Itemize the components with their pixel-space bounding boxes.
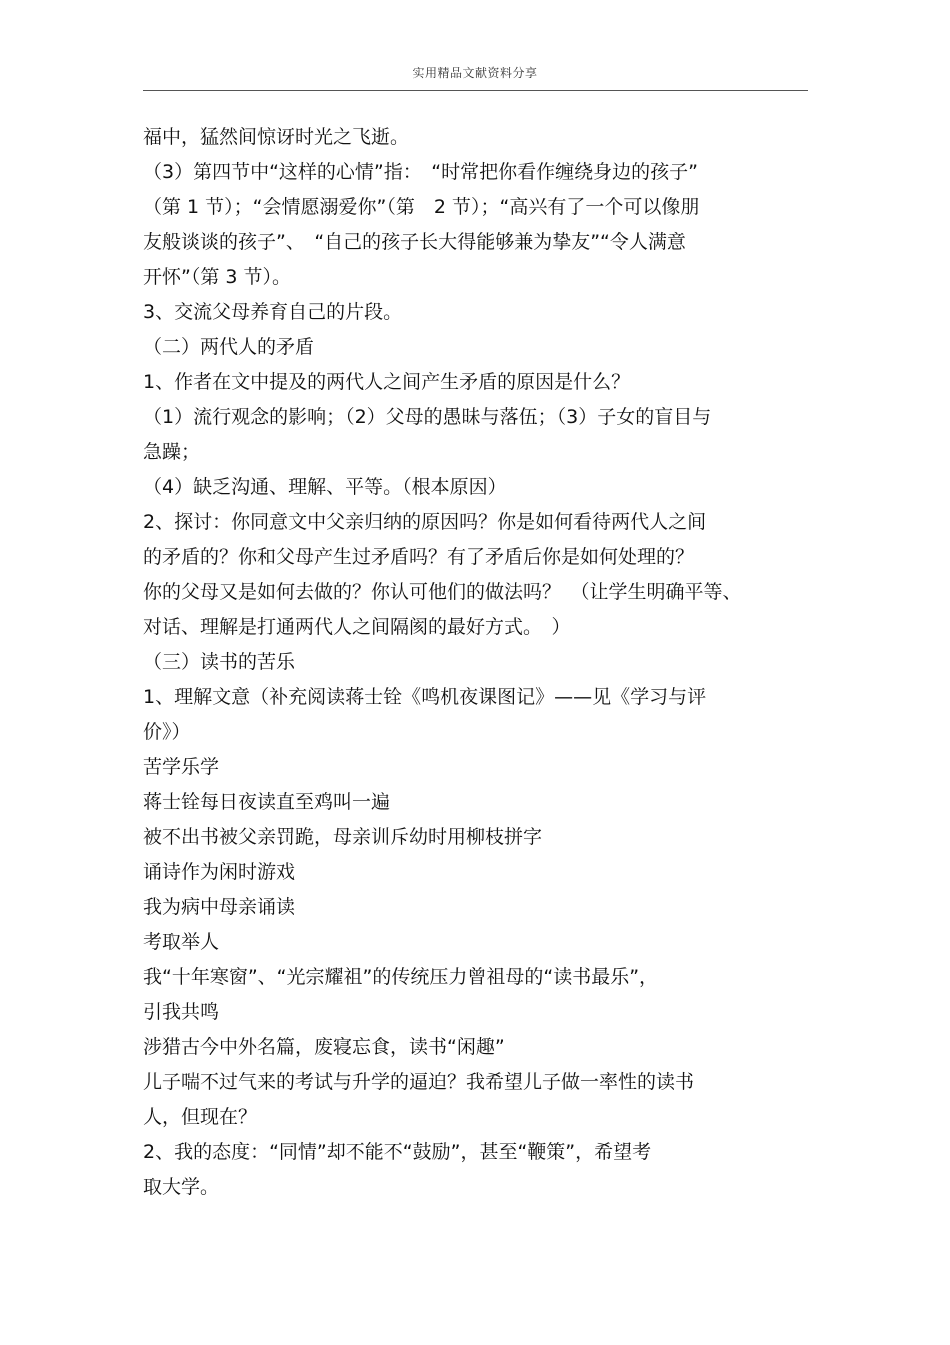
text-line: 考取举人 bbox=[143, 931, 220, 953]
text-line: 我为病中母亲诵读 bbox=[143, 896, 296, 918]
document-body bbox=[143, 120, 823, 1205]
section-heading: （二）两代人的矛盾 bbox=[143, 336, 315, 358]
text-line: 儿子喘不过气来的考试与升学的逼迫？我希望儿子做一率性的读书 bbox=[143, 1071, 695, 1093]
text-line: 福中，猛然间惊讶时光之飞逝。 bbox=[143, 126, 410, 148]
text-line: 的矛盾的？你和父母产生过矛盾吗？有了矛盾后你是如何处理的？ bbox=[143, 546, 695, 568]
text-line: 涉猎古今中外名篇，废寝忘食，读书“闲趣” bbox=[143, 1036, 505, 1058]
page-header: 实用精品文献资料分享 bbox=[412, 66, 538, 80]
text-line: 取大学。 bbox=[143, 1176, 220, 1198]
text-line: 人，但现在？ bbox=[143, 1106, 258, 1128]
text-line: 1、作者在文中提及的两代人之间产生矛盾的原因是什么？ bbox=[143, 371, 631, 393]
text-line: 被不出书被父亲罚跪，母亲训斥幼时用柳枝拼字 bbox=[143, 826, 543, 848]
text-line: 苦学乐学 bbox=[143, 756, 220, 778]
text-line: 蒋士铨每日夜读直至鸡叫一遍 bbox=[143, 791, 391, 813]
text-line: 1、理解文意（补充阅读蒋士铨《鸣机夜课图记》——见《学习与评 bbox=[143, 686, 707, 708]
text-line: （第 1 节）；“会情愿溺爱你”（第 2 节）；“高兴有了一个可以像朋 bbox=[143, 196, 700, 218]
text-line: 我“十年寒窗”、“光宗耀祖”的传统压力曾祖母的“读书最乐”， bbox=[143, 966, 659, 988]
text-line: （3）第四节中“这样的心情”指： “时常把你看作缠绕身边的孩子” bbox=[143, 161, 698, 183]
text-line: 2、我的态度：“同情”却不能不“鼓励”，甚至“鞭策”，希望考 bbox=[143, 1141, 652, 1163]
header-divider bbox=[143, 90, 808, 91]
text-line: 2、探讨：你同意文中父亲归纳的原因吗？你是如何看待两代人之间 bbox=[143, 511, 707, 533]
text-line: 价》） bbox=[143, 721, 191, 743]
text-line: 3、交流父母养育自己的片段。 bbox=[143, 301, 403, 323]
text-line: 你的父母又是如何去做的？你认可他们的做法吗？ （让学生明确平等、 bbox=[143, 581, 742, 603]
text-line: 诵诗作为闲时游戏 bbox=[143, 861, 296, 883]
text-line: 友般谈谈的孩子”、 “自己的孩子长大得能够兼为挚友”“令人满意 bbox=[143, 231, 686, 253]
text-line: 急躁； bbox=[143, 441, 201, 463]
text-line: （4）缺乏沟通、理解、平等。（根本原因） bbox=[143, 476, 507, 498]
section-heading: （三）读书的苦乐 bbox=[143, 651, 296, 673]
text-line: 开怀”（第 3 节）。 bbox=[143, 266, 292, 288]
text-line: 对话、理解是打通两代人之间隔阂的最好方式。 ） bbox=[143, 616, 571, 638]
text-line: （1）流行观念的影响；（2）父母的愚昧与落伍；（3）子女的盲目与 bbox=[143, 406, 712, 428]
text-line: 引我共鸣 bbox=[143, 1001, 220, 1023]
